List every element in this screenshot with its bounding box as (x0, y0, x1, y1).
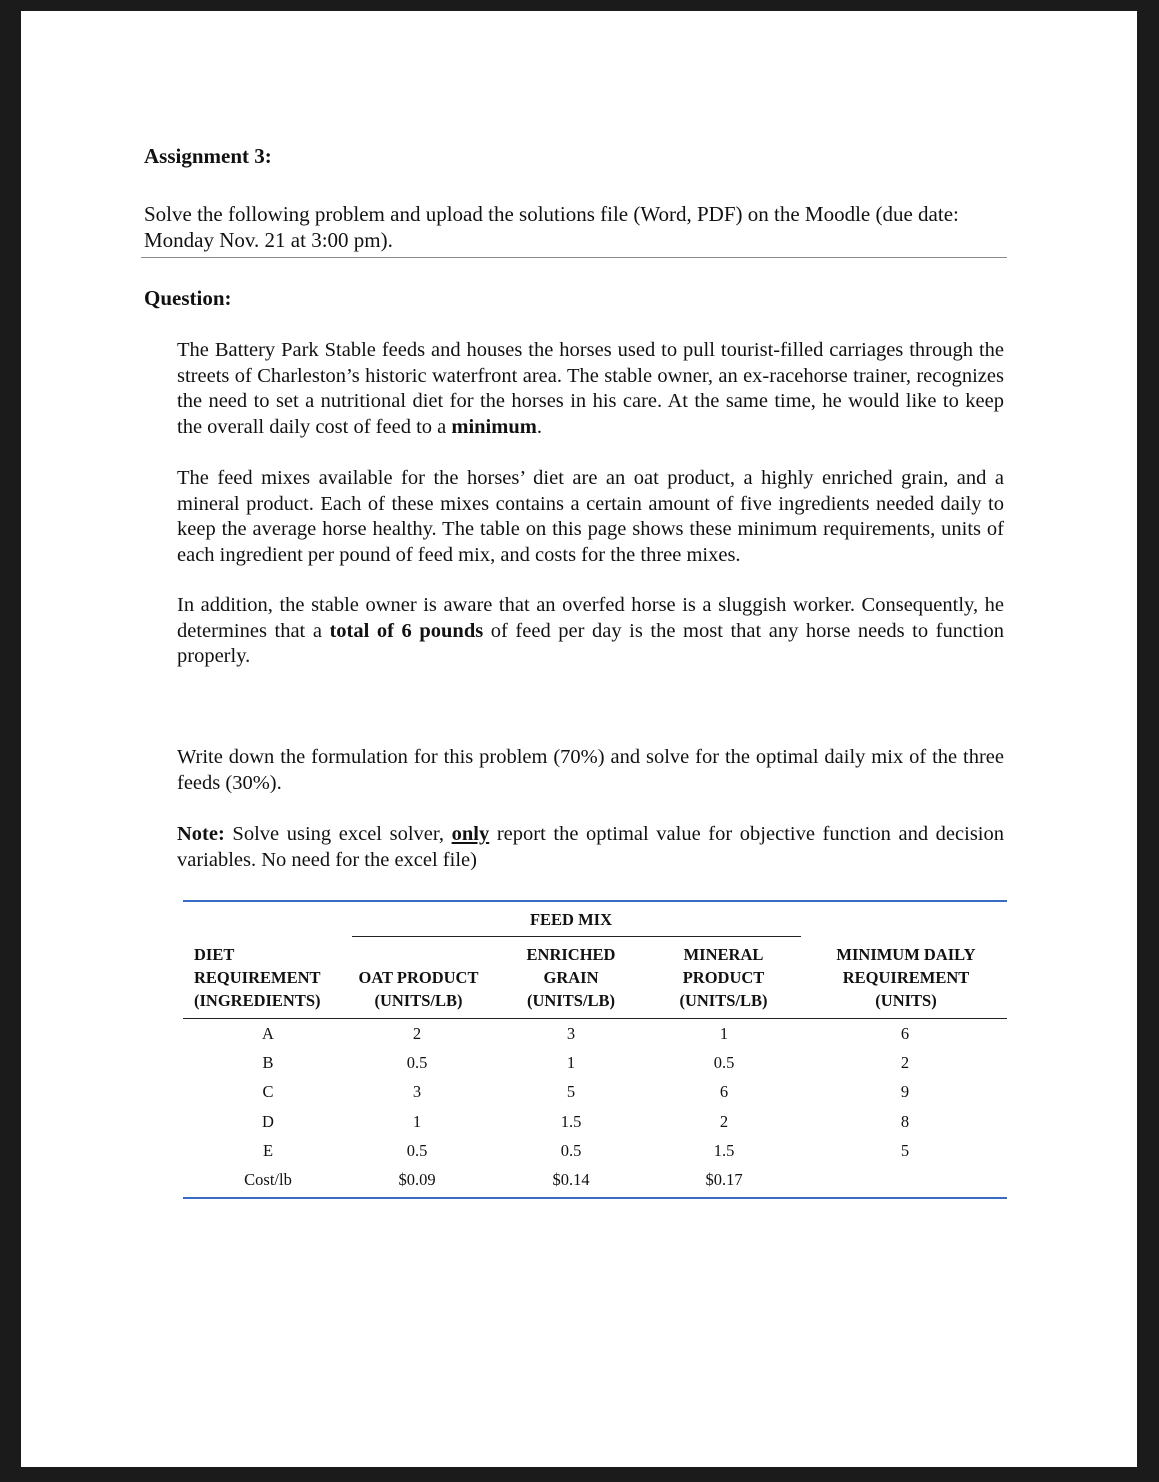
table-top-rule (183, 900, 1007, 902)
table-bottom-rule (183, 1197, 1007, 1199)
table-cell: 0.5 (406, 1053, 428, 1072)
table-cell: 6 (900, 1024, 910, 1043)
table-cell: C (262, 1082, 274, 1101)
table-cell: 1 (412, 1112, 422, 1131)
table-cell: 1.5 (560, 1112, 582, 1131)
column-header-diet: DIET REQUIREMENT (INGREDIENTS) (194, 945, 321, 1010)
table-cell: E (262, 1141, 274, 1160)
paragraph-1: The Battery Park Stable feeds and houses the horses used to pull tourist-filled carriages through the streets of Charleston’s historic waterfront area. The stable owner, an ex-racehorse trainer, recognizes the need to set a nutritional diet for the horses in his care. At the same time, he would like to keep the overall daily cost of feed to a minimum. (177, 339, 1004, 438)
table-cell: 5 (900, 1141, 910, 1160)
table-cell: 3 (566, 1024, 576, 1043)
paragraph-3: In addition, the stable owner is aware that an overfed horse is a sluggish worker. Consequently, he determines that a total of 6 pounds of feed per day is the most that any horse needs to function properly. (177, 594, 1004, 667)
table-cell: 0.5 (406, 1141, 428, 1160)
note-paragraph: Note: Solve using excel solver, only report the optimal value for objective function and decision variables. No need for the excel file) (177, 823, 1004, 871)
table-cell: 5 (566, 1082, 576, 1101)
table-cell: D (262, 1112, 274, 1131)
table-cell: 1.5 (713, 1141, 735, 1160)
table-cell: B (262, 1053, 274, 1072)
column-header-mineral: MINERAL PRODUCT (UNITS/LB) (679, 945, 768, 1010)
table-cell: $0.09 (398, 1170, 436, 1189)
column-header-oat: OAT PRODUCT (UNITS/LB) (358, 968, 479, 1010)
instructions-text: Solve the following problem and upload the solutions file (Word, PDF) on the Moodle (due date: Monday Nov. 21 at 3:00 pm). (144, 202, 959, 252)
feed-mix-header: FEED MIX (529, 910, 613, 929)
table-cell: $0.17 (705, 1170, 743, 1189)
table-cell: 6 (719, 1082, 729, 1101)
question-label: Question: (144, 286, 232, 310)
feed-mix-rule (352, 936, 801, 937)
table-cell: A (262, 1024, 274, 1043)
paragraph-4: Write down the formulation for this problem (70%) and solve for the optimal daily mix of the three feeds (30%). (177, 746, 1004, 794)
table-cell: 0.5 (560, 1141, 582, 1160)
table-cell: 8 (900, 1112, 910, 1131)
table-cell: 3 (412, 1082, 422, 1101)
table-cell: 0.5 (713, 1053, 735, 1072)
table-cell: 2 (412, 1024, 422, 1043)
column-header-grain: ENRICHED GRAIN (UNITS/LB) (526, 945, 616, 1010)
table-cell: Cost/lb (244, 1170, 292, 1189)
table-cell: 2 (900, 1053, 910, 1072)
paragraph-2: The feed mixes available for the horses’ diet are an oat product, a highly enriched grain, and a mineral product. Each of these mixes contains a certain amount of five ingredients needed daily to keep the average horse healthy. The table on this page shows these minimum requirements, units of each ingredient per pound of feed mix, and costs for the three mixes. (177, 467, 1004, 566)
table-cell: $0.14 (552, 1170, 590, 1189)
assignment-title: Assignment 3: (144, 144, 272, 168)
table-cell: 1 (719, 1024, 729, 1043)
table-cell: 1 (566, 1053, 576, 1072)
document-page (21, 11, 1137, 1467)
table-cell: 9 (900, 1082, 910, 1101)
divider (141, 257, 1007, 258)
table-cell: 2 (719, 1112, 729, 1131)
column-header-requirement: MINIMUM DAILY REQUIREMENT (UNITS) (836, 945, 976, 1010)
